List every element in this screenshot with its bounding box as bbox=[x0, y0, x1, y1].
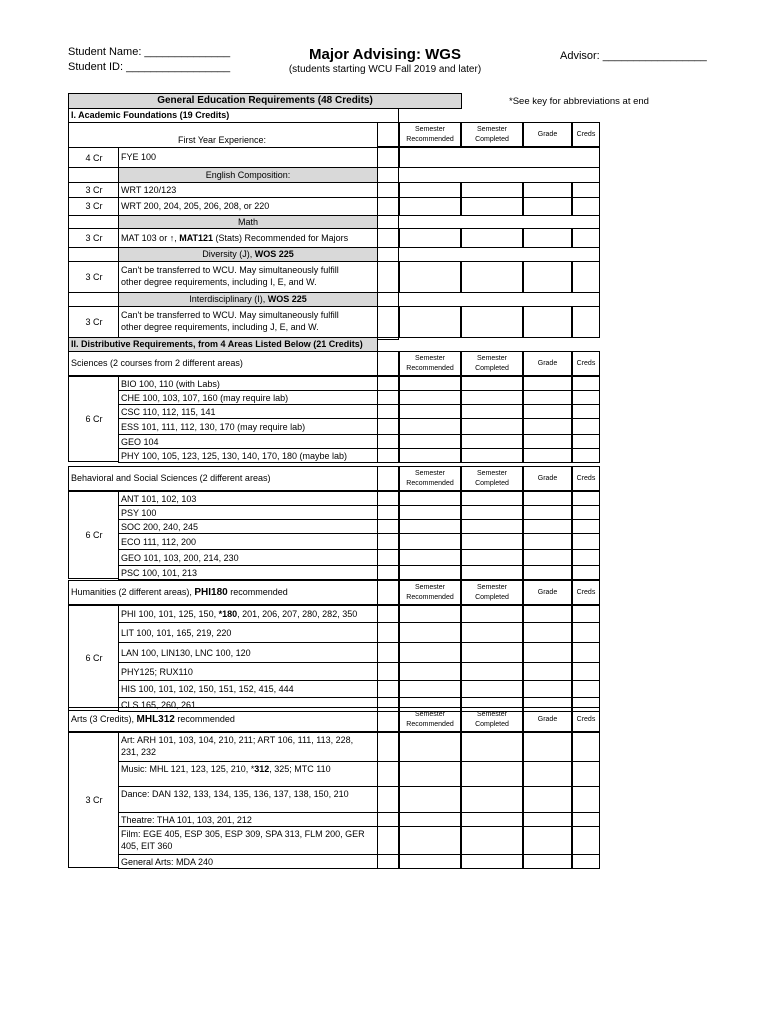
hum-item0-bold: *180 bbox=[218, 609, 238, 619]
humanities-sem-comp[interactable] bbox=[461, 605, 523, 623]
arts-header-checkbox-col bbox=[377, 707, 399, 732]
div-grade[interactable] bbox=[523, 261, 572, 293]
humanities-course-row: LIT 100, 101, 165, 219, 220 bbox=[118, 622, 378, 643]
arts-film2-line: 405, EIT 360 bbox=[121, 841, 173, 851]
page-subtitle: (students starting WCU Fall 2019 and later) bbox=[288, 64, 482, 75]
header-creds: Creds bbox=[572, 122, 600, 147]
arts-grade[interactable] bbox=[523, 812, 572, 827]
arts-grade[interactable] bbox=[523, 761, 572, 787]
sciences-creds[interactable] bbox=[572, 448, 600, 463]
sciences-creds[interactable] bbox=[572, 418, 600, 435]
arts-creds[interactable] bbox=[572, 854, 600, 869]
humanities-sem-rec[interactable] bbox=[399, 662, 461, 681]
sciences-label-text: Sciences (2 courses from 2 different areas) bbox=[71, 358, 243, 368]
english-label-spacer bbox=[68, 167, 119, 183]
behavioral-course-row: GEO 101, 103, 200, 214, 230 bbox=[118, 549, 378, 566]
arts-sem-comp[interactable] bbox=[461, 826, 523, 855]
humanities-header-checkbox-col bbox=[377, 580, 399, 605]
div-credit: 3 Cr bbox=[85, 272, 103, 282]
humanities-checkbox[interactable] bbox=[377, 622, 399, 643]
behavioral-checkbox[interactable] bbox=[377, 565, 399, 580]
sciences-header-creds: Creds bbox=[572, 351, 600, 376]
sciences-header-sem-comp: Semester Completed bbox=[461, 351, 523, 376]
behavioral-grade[interactable] bbox=[523, 519, 572, 534]
behavioral-sem-comp[interactable] bbox=[461, 549, 523, 566]
humanities-grade[interactable] bbox=[523, 605, 572, 623]
int-label-entry bbox=[377, 292, 600, 307]
humanities-grade[interactable] bbox=[523, 622, 572, 643]
humanities-credit: 6 Cr bbox=[85, 653, 103, 663]
div-checkbox[interactable] bbox=[377, 261, 399, 293]
behavioral-checkbox[interactable] bbox=[377, 549, 399, 566]
arts-header-sem-comp: Semester Completed bbox=[461, 707, 523, 732]
arts-music-c: , 325; MTC 110 bbox=[269, 764, 331, 774]
eng2-grade[interactable] bbox=[523, 197, 572, 216]
behavioral-creds[interactable] bbox=[572, 505, 600, 520]
arts-creds[interactable] bbox=[572, 826, 600, 855]
int-label-bold: WOS 225 bbox=[267, 294, 307, 304]
behavioral-creds[interactable] bbox=[572, 549, 600, 566]
arts-grade[interactable] bbox=[523, 786, 572, 813]
behavioral-sem-rec[interactable] bbox=[399, 519, 461, 534]
int-creds[interactable] bbox=[572, 306, 600, 338]
arts-sem-rec[interactable] bbox=[399, 761, 461, 787]
behavioral-header-checkbox-col bbox=[377, 466, 399, 491]
gen-ed-title: General Education Requirements (48 Credits) bbox=[68, 93, 462, 109]
behavioral-sem-comp[interactable] bbox=[461, 491, 523, 506]
arts-music-bold: 312 bbox=[254, 764, 270, 774]
eng1-grade[interactable] bbox=[523, 182, 572, 198]
behavioral-header-sem-comp: Semester Completed bbox=[461, 466, 523, 491]
arts-sem-rec[interactable] bbox=[399, 854, 461, 869]
arts-creds[interactable] bbox=[572, 786, 600, 813]
sciences-sem-comp[interactable] bbox=[461, 448, 523, 463]
int-note-line1: Can't be transferred to WCU. May simultaneously fulfill bbox=[121, 310, 339, 320]
arts-grade[interactable] bbox=[523, 854, 572, 869]
arts-header-grade: Grade bbox=[523, 707, 572, 732]
math-credit-cell bbox=[68, 228, 119, 248]
student-id-field[interactable]: Student ID: _________________ bbox=[68, 61, 231, 73]
arts-grade[interactable] bbox=[523, 732, 572, 762]
behavioral-checkbox[interactable] bbox=[377, 519, 399, 534]
math-grade[interactable] bbox=[523, 228, 572, 248]
humanities-header-sem-comp: Semester Completed bbox=[461, 580, 523, 605]
sciences-course-row: CSC 110, 112, 115, 141 bbox=[118, 404, 378, 419]
arts-sem-rec[interactable] bbox=[399, 732, 461, 762]
humanities-checkbox[interactable] bbox=[377, 680, 399, 698]
humanities-header-sem-rec: Semester Recommended bbox=[399, 580, 461, 605]
behavioral-grade[interactable] bbox=[523, 533, 572, 550]
arts-creds[interactable] bbox=[572, 732, 600, 762]
fye-label: First Year Experience: bbox=[178, 135, 267, 145]
arts-sem-rec[interactable] bbox=[399, 786, 461, 813]
math-course-c: (Stats) Recommended for Majors bbox=[213, 233, 349, 243]
behavioral-credit: 6 Cr bbox=[85, 530, 103, 540]
arts-label-a: Arts (3 Credits), bbox=[71, 714, 137, 724]
math-course-a: MAT 103 or bbox=[121, 233, 170, 243]
eng2-checkbox[interactable] bbox=[377, 197, 399, 216]
sciences-checkbox[interactable] bbox=[377, 434, 399, 449]
math-sem-rec[interactable] bbox=[399, 228, 461, 248]
fye-course: FYE 100 bbox=[118, 147, 378, 168]
arts-sem-comp[interactable] bbox=[461, 732, 523, 762]
eng1-sem-rec[interactable] bbox=[399, 182, 461, 198]
sciences-creds[interactable] bbox=[572, 404, 600, 419]
humanities-sem-rec[interactable] bbox=[399, 680, 461, 698]
behavioral-header-creds: Creds bbox=[572, 466, 600, 491]
arts-art-line: Art: ARH 101, 103, 104, 210, 211; ART 106, 111, 113, 228, bbox=[121, 735, 354, 745]
sciences-course-row: BIO 100, 110 (with Labs) bbox=[118, 376, 378, 391]
math-label: Math bbox=[118, 215, 378, 229]
eng1-credit-cell bbox=[68, 182, 119, 198]
arts-film-line: Film: EGE 405, ESP 305, ESP 309, SPA 313, FLM 200, GER bbox=[121, 829, 365, 839]
sciences-header-sem-rec: Semester Recommended bbox=[399, 351, 461, 376]
arts-checkbox[interactable] bbox=[377, 854, 399, 869]
behavioral-sem-rec[interactable] bbox=[399, 491, 461, 506]
humanities-creds[interactable] bbox=[572, 605, 600, 623]
math-checkbox[interactable] bbox=[377, 228, 399, 248]
header-grade: Grade bbox=[523, 122, 572, 147]
int-sem-rec[interactable] bbox=[399, 306, 461, 338]
int-grade[interactable] bbox=[523, 306, 572, 338]
arts-course-row: General Arts: MDA 240 bbox=[118, 854, 378, 869]
behavioral-credit-cell bbox=[68, 491, 119, 579]
arts-course-row: Theatre: THA 101, 103, 201, 212 bbox=[118, 812, 378, 827]
humanities-grade[interactable] bbox=[523, 680, 572, 698]
div-sem-rec[interactable] bbox=[399, 261, 461, 293]
arts-checkbox[interactable] bbox=[377, 826, 399, 855]
see-key-note: *See key for abbreviations at end bbox=[509, 96, 649, 107]
eng2-credit-cell bbox=[68, 197, 119, 216]
behavioral-label bbox=[68, 466, 399, 491]
sciences-sem-comp[interactable] bbox=[461, 390, 523, 405]
arts-course-row bbox=[118, 732, 378, 762]
fye-entry-row[interactable] bbox=[399, 147, 600, 168]
sciences-credit-cell bbox=[68, 376, 119, 462]
checkbox-column bbox=[377, 122, 399, 147]
arts-checkbox[interactable] bbox=[377, 732, 399, 762]
sciences-sem-rec[interactable] bbox=[399, 434, 461, 449]
behavioral-sem-rec[interactable] bbox=[399, 533, 461, 550]
fye-credit: 4 Cr bbox=[85, 153, 103, 163]
behavioral-course-row: ECO 111, 112, 200 bbox=[118, 533, 378, 550]
div-label-spacer bbox=[68, 247, 119, 262]
arts-music-a: Music: MHL 121, 123, 125, 210, * bbox=[121, 764, 255, 774]
div-note-line2: other degree requirements, including I, E, and W. bbox=[121, 277, 317, 287]
sciences-label bbox=[68, 351, 399, 376]
humanities-sem-rec[interactable] bbox=[399, 642, 461, 663]
arts-checkbox[interactable] bbox=[377, 786, 399, 813]
behavioral-creds[interactable] bbox=[572, 519, 600, 534]
humanities-sem-rec[interactable] bbox=[399, 622, 461, 643]
arts-grade[interactable] bbox=[523, 826, 572, 855]
behavioral-sem-comp[interactable] bbox=[461, 519, 523, 534]
int-sem-comp[interactable] bbox=[461, 306, 523, 338]
sciences-checkbox[interactable] bbox=[377, 418, 399, 435]
sciences-sem-rec[interactable] bbox=[399, 418, 461, 435]
humanities-checkbox[interactable] bbox=[377, 662, 399, 681]
behavioral-sem-rec[interactable] bbox=[399, 565, 461, 580]
humanities-course-row: CLS 165, 260, 261 bbox=[118, 697, 378, 712]
eng1-course: WRT 120/123 bbox=[118, 182, 378, 198]
humanities-sem-comp[interactable] bbox=[461, 642, 523, 663]
eng1-creds[interactable] bbox=[572, 182, 600, 198]
up-arrow-icon: ↑ bbox=[169, 233, 175, 243]
math-course-b: , bbox=[174, 233, 180, 243]
humanities-creds[interactable] bbox=[572, 622, 600, 643]
behavioral-grade[interactable] bbox=[523, 549, 572, 566]
humanities-header-creds: Creds bbox=[572, 580, 600, 605]
diversity-label-a: Diversity (J), bbox=[202, 249, 255, 259]
behavioral-course-row: PSC 100, 101, 213 bbox=[118, 565, 378, 580]
sciences-course-row: PHY 100, 105, 123, 125, 130, 140, 170, 180 (maybe lab) bbox=[118, 448, 378, 463]
arts-sem-comp[interactable] bbox=[461, 786, 523, 813]
behavioral-sem-comp[interactable] bbox=[461, 565, 523, 580]
sciences-sem-comp[interactable] bbox=[461, 434, 523, 449]
sciences-grade[interactable] bbox=[523, 404, 572, 419]
behavioral-course-row: SOC 200, 240, 245 bbox=[118, 519, 378, 534]
arts-sem-comp[interactable] bbox=[461, 761, 523, 787]
humanities-grade[interactable] bbox=[523, 662, 572, 681]
behavioral-sem-rec[interactable] bbox=[399, 549, 461, 566]
humanities-checkbox[interactable] bbox=[377, 642, 399, 663]
arts-checkbox[interactable] bbox=[377, 812, 399, 827]
behavioral-header-grade: Grade bbox=[523, 466, 572, 491]
humanities-creds[interactable] bbox=[572, 680, 600, 698]
div-note-line1: Can't be transferred to WCU. May simultaneously fulfill bbox=[121, 265, 339, 275]
section-academic-foundations: I. Academic Foundations (19 Credits) bbox=[68, 108, 399, 123]
sciences-creds[interactable] bbox=[572, 434, 600, 449]
behavioral-sem-comp[interactable] bbox=[461, 505, 523, 520]
div-note bbox=[118, 261, 378, 293]
math-sem-comp[interactable] bbox=[461, 228, 523, 248]
arts-sem-comp[interactable] bbox=[461, 812, 523, 827]
behavioral-grade[interactable] bbox=[523, 491, 572, 506]
behavioral-sem-rec[interactable] bbox=[399, 505, 461, 520]
behavioral-course-row: PSY 100 bbox=[118, 505, 378, 520]
arts-header-sem-rec: Semester Recommended bbox=[399, 707, 461, 732]
behavioral-creds[interactable] bbox=[572, 533, 600, 550]
diversity-label bbox=[118, 247, 378, 262]
math-course bbox=[118, 228, 378, 248]
humanities-creds[interactable] bbox=[572, 662, 600, 681]
arts-course-row bbox=[118, 826, 378, 855]
int-note-line2: other degree requirements, including J, E, and W. bbox=[121, 322, 319, 332]
humanities-checkbox[interactable] bbox=[377, 605, 399, 623]
eng1-sem-comp[interactable] bbox=[461, 182, 523, 198]
hum-item0-c: , 201, 206, 207, 280, 282, 350 bbox=[237, 609, 358, 619]
sciences-grade[interactable] bbox=[523, 418, 572, 435]
eng1-checkbox[interactable] bbox=[377, 182, 399, 198]
div-label-entry bbox=[377, 247, 600, 262]
humanities-course-row: HIS 100, 101, 102, 150, 151, 152, 415, 444 bbox=[118, 680, 378, 698]
hum-label-bold: PHI180 bbox=[194, 587, 228, 598]
arts-header-creds: Creds bbox=[572, 707, 600, 732]
page-title: Major Advising: WGS bbox=[309, 46, 461, 63]
humanities-course-row: LAN 100, LIN130, LNC 100, 120 bbox=[118, 642, 378, 663]
fye-credit-cell bbox=[68, 147, 119, 168]
int-credit-cell bbox=[68, 306, 119, 338]
humanities-sem-comp[interactable] bbox=[461, 622, 523, 643]
arts-art2-line: 231, 232 bbox=[121, 747, 157, 757]
eng2-sem-rec[interactable] bbox=[399, 197, 461, 216]
int-label-spacer bbox=[68, 292, 119, 307]
humanities-course-row: PHY125; RUX110 bbox=[118, 662, 378, 681]
behavioral-grade[interactable] bbox=[523, 565, 572, 580]
math-course-bold: MAT121 bbox=[179, 233, 214, 243]
diversity-label-bold: WOS 225 bbox=[254, 249, 294, 259]
sciences-sem-comp[interactable] bbox=[461, 418, 523, 435]
behavioral-creds[interactable] bbox=[572, 491, 600, 506]
humanities-sem-comp[interactable] bbox=[461, 680, 523, 698]
int-checkbox[interactable] bbox=[377, 306, 399, 338]
section-distributive: II. Distributive Requirements, from 4 Areas Listed Below (21 Credits) bbox=[68, 337, 378, 352]
eng2-course: WRT 200, 204, 205, 206, 208, or 220 bbox=[118, 197, 378, 216]
sciences-creds[interactable] bbox=[572, 376, 600, 391]
behavioral-checkbox[interactable] bbox=[377, 505, 399, 520]
sciences-checkbox[interactable] bbox=[377, 404, 399, 419]
arts-sem-comp[interactable] bbox=[461, 854, 523, 869]
humanities-course-row bbox=[118, 605, 378, 623]
behavioral-creds[interactable] bbox=[572, 565, 600, 580]
sciences-header-checkbox-col bbox=[377, 351, 399, 376]
sciences-sem-rec[interactable] bbox=[399, 390, 461, 405]
arts-creds[interactable] bbox=[572, 761, 600, 787]
header-semester-completed: Semester Completed bbox=[461, 122, 523, 147]
arts-sem-rec[interactable] bbox=[399, 826, 461, 855]
interdisciplinary-label bbox=[118, 292, 378, 307]
eng1-credit: 3 Cr bbox=[85, 185, 103, 195]
arts-credit-cell bbox=[68, 732, 119, 868]
advisor-field[interactable]: Advisor: _________________ bbox=[560, 50, 707, 62]
sciences-checkbox[interactable] bbox=[377, 390, 399, 405]
sciences-sem-rec[interactable] bbox=[399, 376, 461, 391]
sciences-checkbox[interactable] bbox=[377, 448, 399, 463]
eng2-creds[interactable] bbox=[572, 197, 600, 216]
hum-label-a: Humanities (2 different areas), bbox=[71, 587, 195, 597]
humanities-label bbox=[68, 580, 399, 605]
div-sem-comp[interactable] bbox=[461, 261, 523, 293]
sciences-course-row: CHE 100, 103, 107, 160 (may require lab) bbox=[118, 390, 378, 405]
behavioral-sem-comp[interactable] bbox=[461, 533, 523, 550]
behavioral-course-row: ANT 101, 102, 103 bbox=[118, 491, 378, 506]
english-label: English Composition: bbox=[118, 167, 378, 183]
sciences-sem-rec[interactable] bbox=[399, 404, 461, 419]
humanities-sem-comp[interactable] bbox=[461, 662, 523, 681]
sciences-grade[interactable] bbox=[523, 376, 572, 391]
int-label-a: Interdisciplinary (I), bbox=[189, 294, 268, 304]
arts-label-bold: MHL312 bbox=[136, 714, 175, 725]
behavioral-label-text: Behavioral and Social Sciences (2 different areas) bbox=[71, 473, 271, 483]
arts-course-row: Dance: DAN 132, 133, 134, 135, 136, 137, 138, 150, 210 bbox=[118, 786, 378, 813]
div-creds[interactable] bbox=[572, 261, 600, 293]
sciences-course-row: GEO 104 bbox=[118, 434, 378, 449]
arts-sem-rec[interactable] bbox=[399, 812, 461, 827]
arts-credit: 3 Cr bbox=[85, 795, 103, 805]
sciences-checkbox[interactable] bbox=[377, 376, 399, 391]
behavioral-header-sem-rec: Semester Recommended bbox=[399, 466, 461, 491]
math-credit: 3 Cr bbox=[85, 233, 103, 243]
humanities-sem-rec[interactable] bbox=[399, 605, 461, 623]
humanities-credit-cell bbox=[68, 605, 119, 711]
hum-item0-a: PHI 100, 101, 125, 150, bbox=[121, 609, 219, 619]
sciences-grade[interactable] bbox=[523, 448, 572, 463]
eng2-credit: 3 Cr bbox=[85, 201, 103, 211]
sciences-credit: 6 Cr bbox=[85, 414, 103, 424]
behavioral-grade[interactable] bbox=[523, 505, 572, 520]
student-name-field[interactable]: Student Name: ______________ bbox=[68, 46, 231, 58]
eng2-sem-comp[interactable] bbox=[461, 197, 523, 216]
arts-creds[interactable] bbox=[572, 812, 600, 827]
arts-label-c: recommended bbox=[174, 714, 235, 724]
humanities-creds[interactable] bbox=[572, 642, 600, 663]
math-label-spacer bbox=[68, 215, 119, 229]
div-credit-cell bbox=[68, 261, 119, 293]
behavioral-checkbox[interactable] bbox=[377, 491, 399, 506]
int-credit: 3 Cr bbox=[85, 317, 103, 327]
english-label-entry bbox=[377, 167, 600, 183]
sciences-course-row: ESS 101, 111, 112, 130, 170 (may require lab) bbox=[118, 418, 378, 435]
humanities-grade[interactable] bbox=[523, 642, 572, 663]
math-creds[interactable] bbox=[572, 228, 600, 248]
humanities-header-grade: Grade bbox=[523, 580, 572, 605]
fye-checkbox[interactable] bbox=[377, 147, 399, 168]
arts-course-row bbox=[118, 761, 378, 787]
hum-label-c: recommended bbox=[227, 587, 288, 597]
sciences-grade[interactable] bbox=[523, 390, 572, 405]
behavioral-checkbox[interactable] bbox=[377, 533, 399, 550]
arts-label bbox=[68, 707, 399, 732]
sciences-sem-rec[interactable] bbox=[399, 448, 461, 463]
sciences-sem-comp[interactable] bbox=[461, 404, 523, 419]
arts-checkbox[interactable] bbox=[377, 761, 399, 787]
sciences-grade[interactable] bbox=[523, 434, 572, 449]
sciences-header-grade: Grade bbox=[523, 351, 572, 376]
sciences-sem-comp[interactable] bbox=[461, 376, 523, 391]
header-semester-recommended: Semester Recommended bbox=[399, 122, 461, 147]
sciences-creds[interactable] bbox=[572, 390, 600, 405]
math-label-entry bbox=[377, 215, 600, 229]
int-note bbox=[118, 306, 378, 338]
